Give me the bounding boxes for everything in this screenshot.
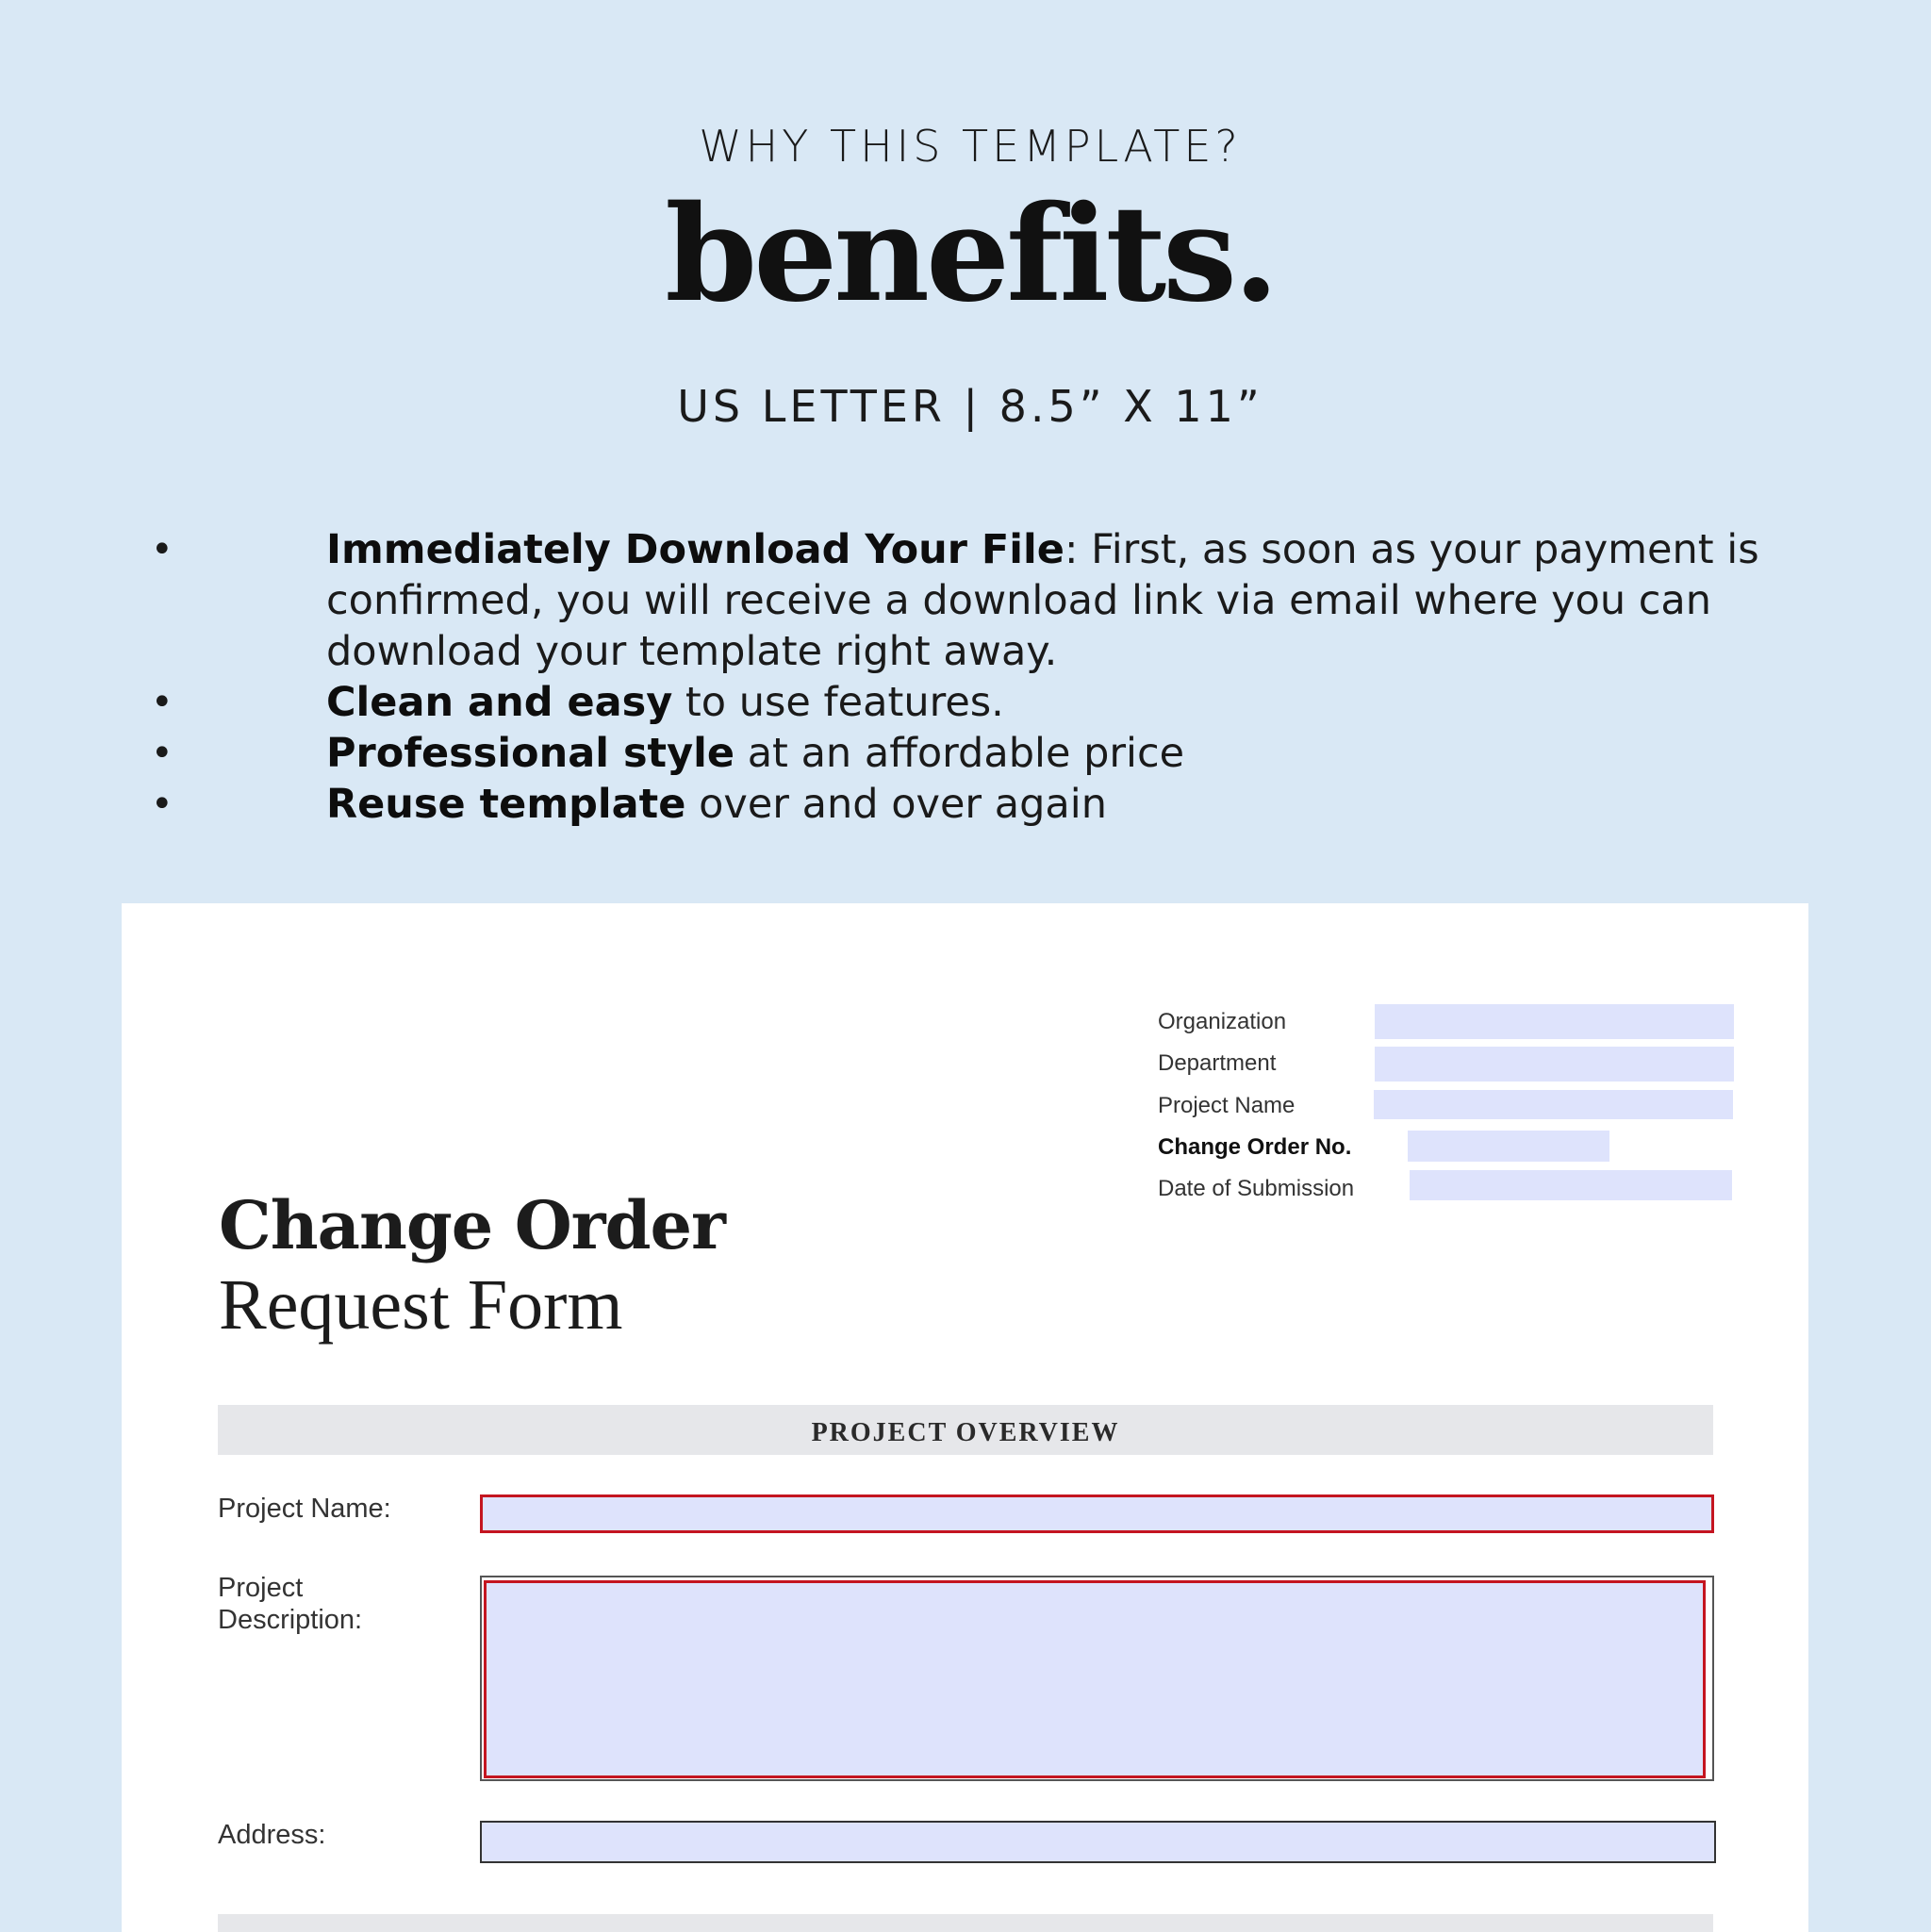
- eyebrow-heading: WHY THIS TEMPLATE?: [699, 121, 1242, 172]
- list-item: [151, 677, 1810, 728]
- project-description-label-line2: Description:: [218, 1605, 363, 1635]
- benefit-bold: Clean and easy: [326, 679, 673, 726]
- bullet-icon: •: [151, 681, 173, 724]
- bullet-icon: •: [151, 783, 173, 826]
- project-name-input[interactable]: [480, 1494, 1714, 1533]
- change-order-no-field[interactable]: [1408, 1131, 1609, 1162]
- benefit-bold: Professional style: [326, 730, 735, 777]
- project-overview-section: [218, 1405, 1713, 1455]
- paper-size-label: US LETTER | 8.5” X 11”: [677, 381, 1263, 432]
- form-title: Change Order: [219, 1186, 725, 1264]
- bullet-icon: •: [151, 732, 173, 775]
- list-item: [151, 524, 1810, 677]
- benefits-list: [151, 524, 1810, 830]
- project-description-input[interactable]: [484, 1580, 1706, 1778]
- project-description-label: [218, 1572, 362, 1636]
- bullet-icon: •: [151, 528, 173, 571]
- project-name-meta-label: Project Name: [1158, 1093, 1296, 1118]
- form-subtitle: Request Form: [219, 1265, 623, 1345]
- project-name-meta-field[interactable]: [1374, 1090, 1733, 1119]
- benefit-bold: Immediately Download Your File: [326, 526, 1065, 573]
- benefit-text: over and over again: [685, 781, 1107, 828]
- organization-label: Organization: [1158, 1009, 1287, 1034]
- form-preview-sheet: [122, 903, 1808, 1932]
- department-label: Department: [1158, 1050, 1277, 1076]
- benefit-bold: Reuse template: [326, 781, 686, 828]
- benefit-text: at an affordable price: [734, 730, 1185, 777]
- section-title: PROJECT OVERVIEW: [811, 1418, 1120, 1447]
- project-description-frame: [480, 1576, 1714, 1781]
- date-of-submission-label: Date of Submission: [1158, 1176, 1355, 1201]
- department-field[interactable]: [1375, 1047, 1734, 1082]
- address-label: Address:: [218, 1820, 326, 1850]
- list-item: [151, 728, 1810, 779]
- address-input[interactable]: [480, 1821, 1716, 1863]
- date-of-submission-field[interactable]: [1410, 1170, 1732, 1200]
- project-description-label-line1: Project: [218, 1573, 304, 1603]
- benefits-title: benefits.: [665, 177, 1276, 332]
- organization-field[interactable]: [1375, 1004, 1734, 1039]
- project-name-label: Project Name:: [218, 1494, 391, 1524]
- benefit-text: to use features.: [672, 679, 1004, 726]
- next-section-bar: [218, 1914, 1713, 1932]
- list-item: [151, 779, 1810, 830]
- change-order-no-label: Change Order No.: [1158, 1134, 1352, 1160]
- benefit-text: : First, as soon as your payment is confirmed, you will receive a download link via email where you can download your template right away.: [326, 526, 1759, 675]
